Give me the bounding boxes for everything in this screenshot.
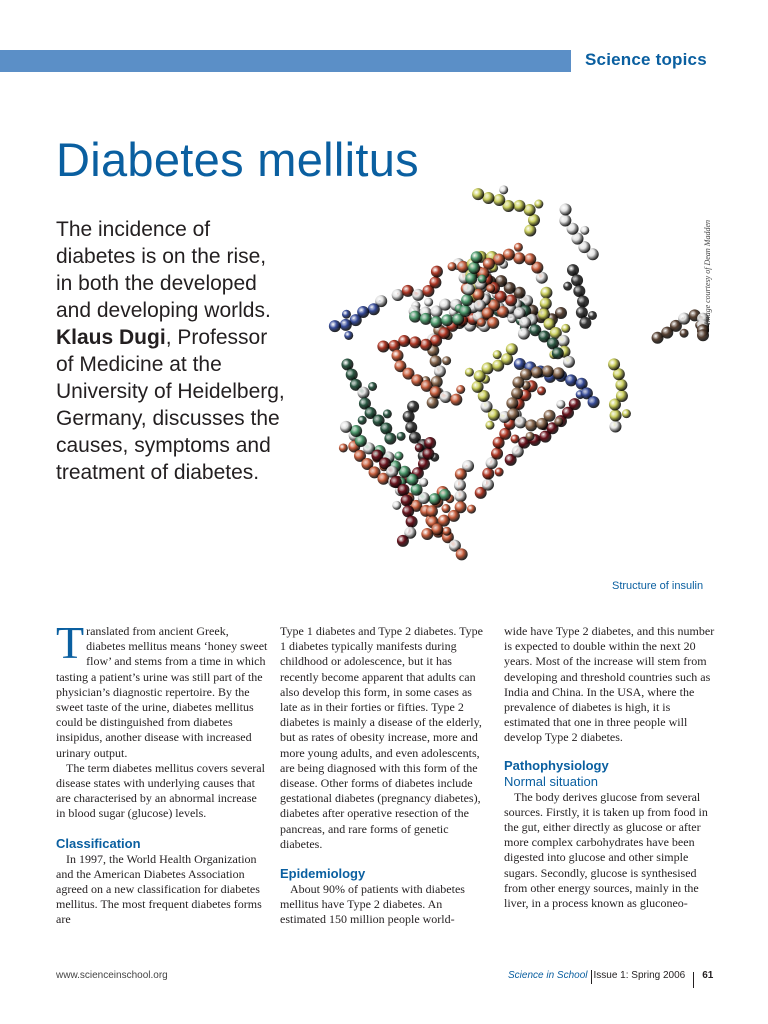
image-credit: Image courtesy of Dean Madden — [703, 220, 712, 325]
molecule-chain — [563, 264, 597, 329]
body-column-3 — [504, 624, 717, 911]
footer-issue: Issue 1: Spring 2006 — [593, 970, 686, 981]
heading-classification: Classification — [56, 835, 141, 851]
author-affiliation: , Professor of Medicine at the University of Heidelberg, Germany, discusses the causes, symptoms and treatment of diabetes. — [56, 326, 285, 484]
footer-divider — [591, 970, 592, 984]
image-caption: Structure of insulin — [612, 580, 704, 592]
paragraph: The body derives glucose from several sources. Firstly, it is taken up from food in the gut, either directly as glucose or after more complex carbohydrates have been digested into glucose and other simple sugars. Secondly, glucose is synthesised from other energy sources, mainly in the liver, in a process known as gluconeo- — [504, 789, 708, 911]
footer-url: www.scienceinschool.org — [56, 970, 168, 981]
subheading-normal-situation: Normal situation — [504, 773, 598, 789]
footer-journal: Science in School — [508, 970, 588, 981]
molecule-chain — [472, 185, 543, 236]
heading-pathophysiology: Pathophysiology — [504, 757, 609, 773]
intro-text: The incidence of diabetes is on the rise, in both the developed and developing worlds. — [56, 218, 271, 322]
paragraph: The term diabetes mellitus covers several disease states with underlying causes that are characterised by an abnormal increase in blood sugar (glucose) levels. — [56, 760, 265, 821]
molecule-chain — [392, 266, 443, 311]
molecule-chain — [559, 203, 598, 260]
body-column-2 — [280, 624, 491, 928]
heading-epidemiology: Epidemiology — [280, 866, 366, 882]
insulin-structure-image — [268, 175, 713, 585]
paragraph: About 90% of patients with diabetes mellitus have Type 2 diabetes. An estimated 150 million people world- — [280, 882, 465, 927]
body-column-1 — [56, 617, 269, 928]
article-title: Diabetes mellitus — [56, 133, 419, 186]
paragraph: wide have Type 2 diabetes, and this number is expected to double within the next 20 years. Most of the increase will stem from developing and threshold countries such as India and China. In the USA, where the prevalence of diabetes is high, it is estimated that one in three people will develop Type 2 diabetes. — [504, 624, 715, 745]
section-label: Science topics — [585, 50, 707, 69]
drop-cap: T — [56, 617, 85, 668]
molecule-chain — [652, 309, 709, 343]
molecule-chain — [608, 358, 631, 432]
paragraph: Translated from ancient Greek, diabetes mellitus means ‘honey sweet flow’ and stems from a time in which tasting a patient’s urine was still part of the physician’s diagnostic repertoire. By the sweet taste of the urine, diabetes mellitus could be distinguished from diabetes insipidus, another disease with increased urinary output. — [56, 617, 268, 760]
article-intro — [56, 216, 288, 486]
author-name: Klaus Dugi — [56, 326, 166, 349]
molecule-chain — [329, 295, 387, 340]
paragraph: In 1997, the World Health Organization and the American Diabetes Association agreed on a new classification for diabetes mellitus. The most frequent diabetes forms are — [56, 851, 262, 927]
page-number: 61 — [702, 970, 714, 981]
header-bar — [0, 50, 571, 72]
footer-info — [508, 970, 713, 988]
paragraph: Type 1 diabetes and Type 2 diabetes. Type 1 diabetes typically manifests during childhood or adolescence, but it has recently become apparent that adults can also develop this form, in some cases as late as in their forties or fifties. Type 2 diabetes is mainly a disease of the elderly, but as rates of obesity increase, more and more young adults, and even adolescents, are being diagnosed with this form of the disease. Other forms of diabetes include gestational diabetes (pregnancy diabetes), diabetes after operative resection of the pancreas, and rare forms of genetic diabetes. — [280, 624, 483, 851]
footer-divider — [693, 972, 694, 988]
